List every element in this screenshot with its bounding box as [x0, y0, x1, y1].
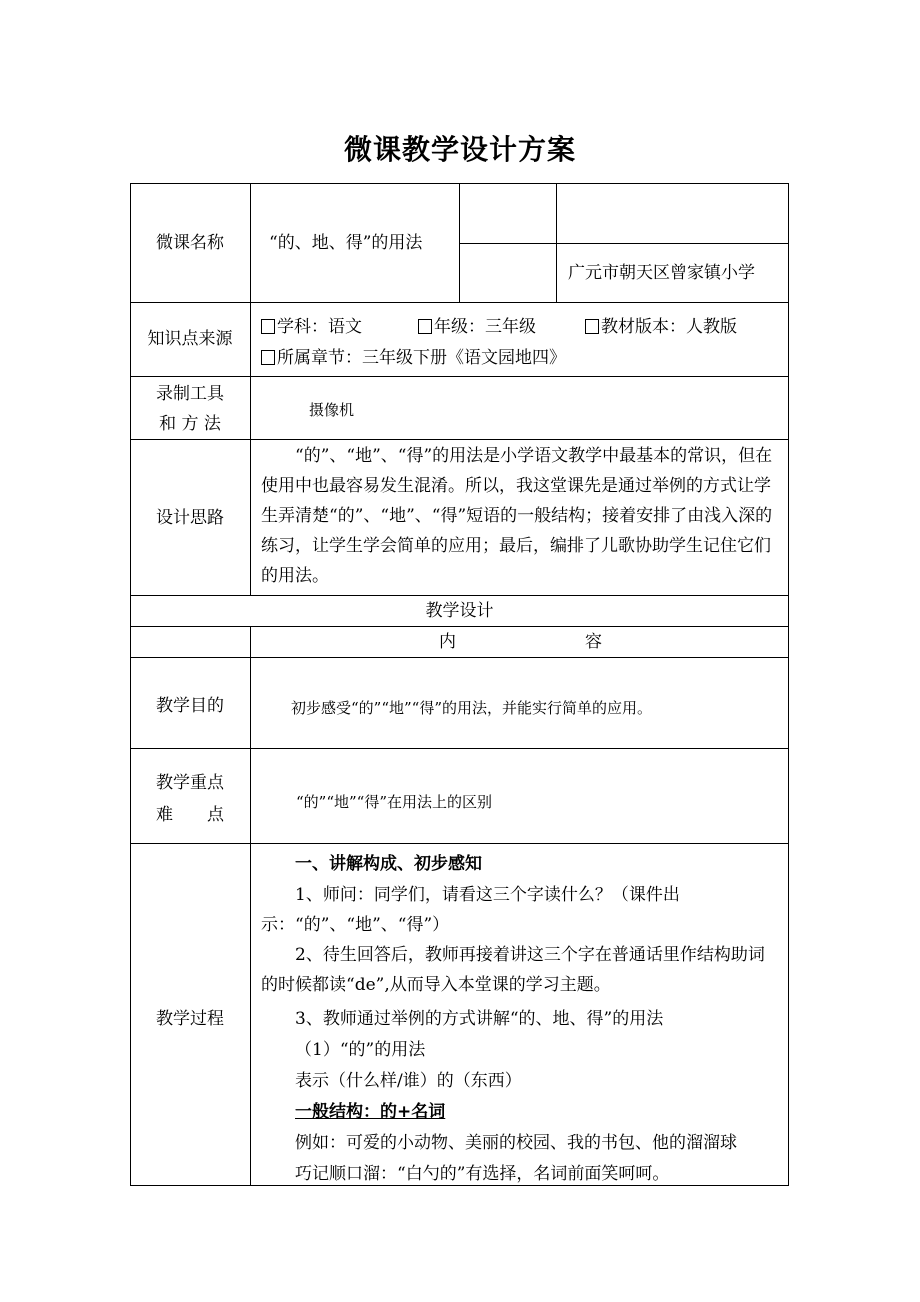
content-header-char2: 容 — [585, 632, 602, 652]
row-separator — [130, 302, 789, 303]
checkbox-icon — [418, 319, 432, 334]
subject-field — [261, 316, 362, 338]
row-separator — [130, 657, 789, 658]
process-usage: 表示（什么样/谁）的（东西） — [295, 1071, 522, 1091]
row-separator — [130, 626, 789, 627]
subject-text: 学科：语文 — [277, 317, 362, 337]
teaching-design-header: 教学设计 — [425, 601, 494, 621]
process-heading: 一、讲解构成、初步感知 — [295, 854, 482, 874]
idea-text: “的”、“地”、“得”的用法是小学语文教学中最基本的常识，但在使用中也最容易发生混淆。所以，我这堂课先是通过举例的方式让学生弄清楚“的”、“地”、“得”短语的一般结构；接着安排了由浅入深的练习，让学生学会简单的应用；最后，编排了儿歌协助学生记住它们的用法。 — [261, 446, 773, 586]
process-example: 例如：可爱的小动物、美丽的校园、我的书包、他的溜溜球 — [295, 1133, 737, 1153]
grade-text: 年级：三年级 — [434, 317, 536, 337]
grade-field — [418, 316, 536, 338]
focus-label-line2: 难 点 — [156, 805, 224, 825]
row-separator — [130, 843, 789, 844]
design-table — [130, 183, 789, 1186]
process-label: 教学过程 — [156, 1009, 224, 1029]
goal-text: 初步感受“的”“地”“得”的用法，并能实行简单的应用。 — [291, 699, 653, 717]
process-structure: 一般结构：的+名词 — [295, 1102, 446, 1122]
process-step-2: 2、待生回答后，教师再接着讲这三个字在普通话里作结构助词的时候都读“de”,从而导入本堂课的学习主题。 — [261, 945, 765, 995]
focus-text: “的”“地”“得”在用法上的区别 — [296, 793, 493, 811]
chapter-text: 所属章节：三年级下册《语文园地四》 — [277, 348, 566, 368]
source-label: 知识点来源 — [147, 329, 233, 349]
label-divider — [250, 626, 251, 1186]
row-separator — [130, 748, 789, 749]
tools-label-line2: 和 方 法 — [159, 414, 221, 434]
micro-lesson-name: “的、地、得”的用法 — [269, 233, 423, 253]
goal-label: 教学目的 — [156, 696, 224, 716]
school-name: 广元市朝天区曾家镇小学 — [568, 263, 755, 283]
process-rhyme: 巧记顺口溜：“白勺的”有选择，名词前面笑呵呵。 — [295, 1164, 670, 1184]
idea-label: 设计思路 — [156, 508, 224, 528]
name-label: 微课名称 — [156, 233, 224, 253]
process-step-1: 1、师问：同学们，请看这三个字读什么？（课件出示：“的”、“地”、“得”） — [261, 885, 680, 935]
tools-label-line1: 录制工具 — [156, 384, 224, 404]
content-header-char1: 内 — [439, 632, 456, 652]
edition-text: 教材版本：人教版 — [601, 317, 737, 337]
process-step-3-1: （1）“的”的用法 — [295, 1040, 426, 1060]
row-separator — [130, 439, 789, 440]
table-border-bottom — [130, 1185, 789, 1186]
label-divider — [250, 183, 251, 595]
checkbox-icon — [585, 319, 599, 334]
edition-field — [585, 316, 737, 338]
row-separator — [130, 376, 789, 377]
document-title: 微课教学设计方案 — [343, 133, 576, 166]
chapter-field — [261, 347, 566, 369]
name-cell-split — [459, 243, 789, 244]
process-step-3: 3、教师通过举例的方式讲解“的、地、得”的用法 — [295, 1009, 664, 1029]
table-border-right — [788, 183, 789, 1186]
checkbox-icon — [261, 319, 275, 334]
tools-value: 摄像机 — [309, 401, 355, 419]
row-separator — [130, 595, 789, 596]
checkbox-icon — [261, 350, 275, 365]
focus-label-line1: 教学重点 — [156, 773, 224, 793]
